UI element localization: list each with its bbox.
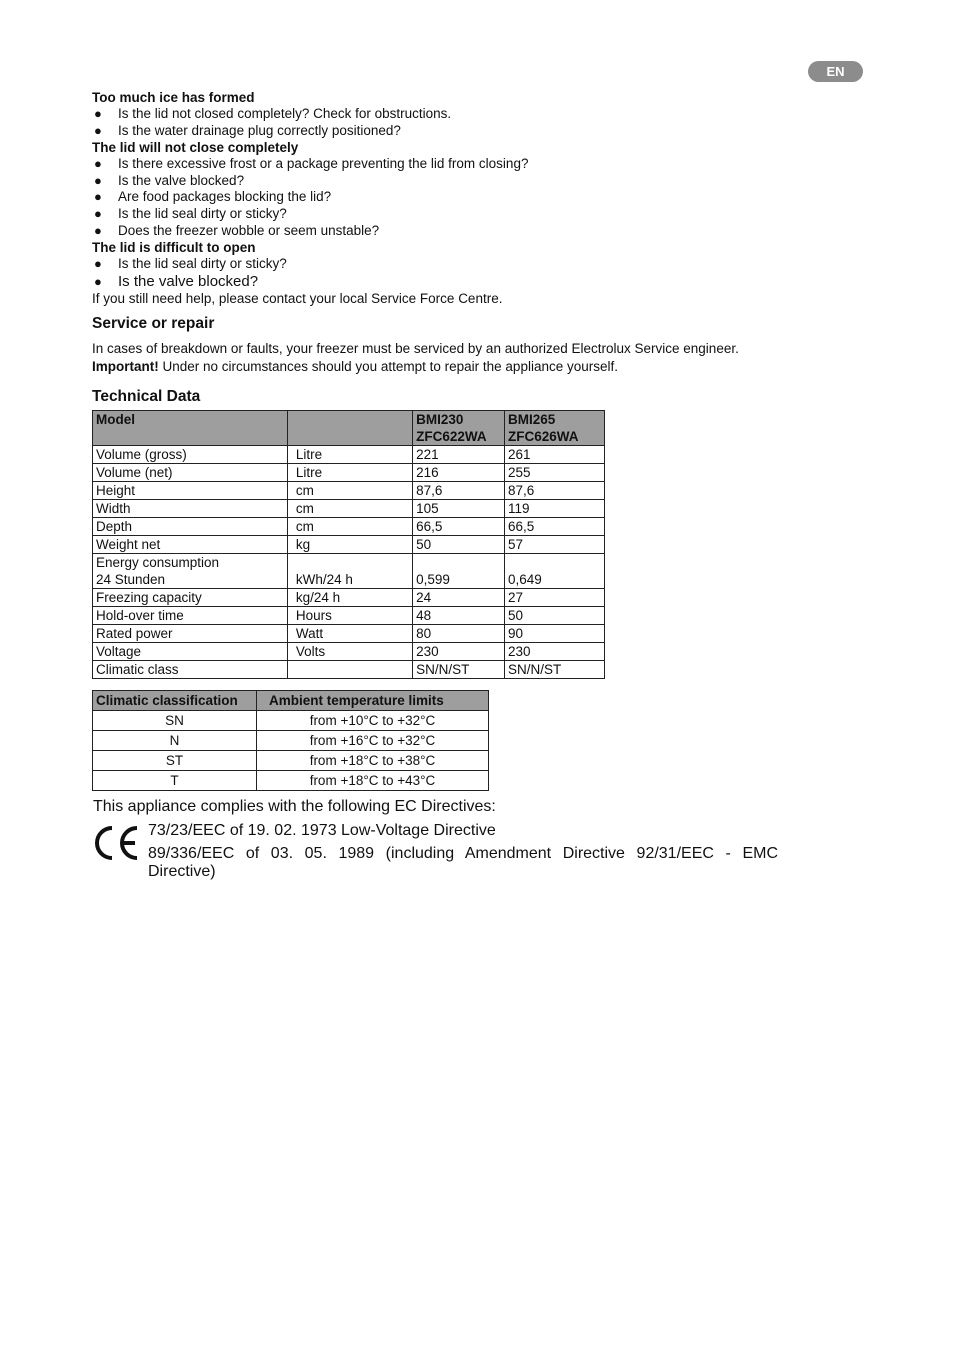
table-cell: Climatic class: [93, 661, 288, 679]
table-cell: Volume (gross): [93, 446, 288, 464]
table-cell: ST: [93, 751, 257, 771]
table-cell: from +18°C to +43°C: [257, 771, 489, 791]
technical-data-table: [92, 410, 605, 679]
table-cell: Watt: [287, 625, 412, 643]
table-row: [93, 554, 605, 589]
table-cell: 48: [413, 607, 505, 625]
list-item-text: Is the lid seal dirty or sticky?: [118, 205, 287, 221]
table-cell: Hold-over time: [93, 607, 288, 625]
list-item-text: Is the lid not closed completely? Check for obstructions.: [118, 106, 452, 121]
bullet-icon: ●: [94, 156, 102, 172]
lid-not-close-heading: The lid will not close completely: [92, 140, 299, 156]
table-row: [93, 711, 489, 731]
table-cell: Rated power: [93, 625, 288, 643]
climatic-class-header: Climatic classification: [93, 691, 257, 711]
list-item-text: Are food packages blocking the lid?: [118, 189, 332, 205]
table-cell: 87,6: [505, 482, 605, 500]
list-item: [92, 256, 812, 273]
table-cell: Hours: [287, 607, 412, 625]
table-cell: 230: [413, 643, 505, 661]
list-item-text: Does the freezer wobble or seem unstable?: [118, 222, 380, 238]
bullet-icon: ●: [94, 205, 102, 221]
model-header: Model: [93, 411, 288, 446]
list-item: [92, 173, 812, 190]
model-b-header: BMI265 ZFC626WA: [505, 411, 605, 446]
table-cell: N: [93, 731, 257, 751]
table-cell: from +16°C to +32°C: [257, 731, 489, 751]
important-note: [92, 358, 812, 376]
ice-formed-list: [92, 106, 812, 139]
table-cell: Volts: [287, 643, 412, 661]
table-row: [93, 518, 605, 536]
table-cell: 216: [413, 464, 505, 482]
ice-formed-heading: Too much ice has formed: [92, 90, 255, 105]
table-cell: kg: [287, 536, 412, 554]
table-header-row: [93, 691, 489, 711]
table-cell: 230: [505, 643, 605, 661]
table-row: [93, 536, 605, 554]
bullet-icon: ●: [94, 256, 102, 272]
model-a-header: BMI230 ZFC622WA: [413, 411, 505, 446]
table-cell: Depth: [93, 518, 288, 536]
table-cell: cm: [287, 518, 412, 536]
table-cell: 105: [413, 500, 505, 518]
table-row: [93, 731, 489, 751]
table-cell: Volume (net): [93, 464, 288, 482]
table-row: [93, 661, 605, 679]
table-cell: 24: [413, 589, 505, 607]
table-cell: 50: [505, 607, 605, 625]
table-cell: 66,5: [505, 518, 605, 536]
table-cell: 221: [413, 446, 505, 464]
table-cell: from +18°C to +38°C: [257, 751, 489, 771]
important-text: Under no circumstances should you attempt to repair the appliance yourself.: [158, 359, 618, 374]
directive-low-voltage: 73/23/EEC of 19. 02. 1973 Low-Voltage Directive: [148, 822, 496, 839]
list-item-text: Is there excessive frost or a package preventing the lid from closing?: [118, 156, 529, 172]
service-heading: Service or repair: [92, 315, 215, 332]
table-cell: Litre: [287, 446, 412, 464]
lid-not-close-list: [92, 156, 812, 239]
table-row: [93, 464, 605, 482]
table-cell: 50: [413, 536, 505, 554]
table-cell: [287, 661, 412, 679]
list-item-text: Is the valve blocked?: [118, 272, 259, 290]
ec-directives-intro: This appliance complies with the following EC Directives:: [93, 798, 496, 815]
table-cell: T: [93, 771, 257, 791]
table-cell: SN: [93, 711, 257, 731]
climatic-classification-table: [92, 690, 489, 791]
list-item: [92, 106, 812, 123]
table-cell: 261: [505, 446, 605, 464]
table-cell: 80: [413, 625, 505, 643]
list-item: [92, 123, 812, 140]
table-cell: Energy consumption 24 Stunden: [93, 554, 288, 589]
table-cell: from +10°C to +32°C: [257, 711, 489, 731]
list-item: [92, 206, 812, 223]
table-row: [93, 643, 605, 661]
list-item-text: Is the valve blocked?: [118, 172, 245, 188]
table-cell: Width: [93, 500, 288, 518]
table-row: [93, 625, 605, 643]
directive-emc: 89/336/EEC of 03. 05. 1989 (including Amendment Directive 92/31/EEC - EMC Directive): [148, 845, 778, 880]
bullet-icon: ●: [94, 106, 102, 121]
table-cell: kg/24 h: [287, 589, 412, 607]
table-cell: Litre: [287, 464, 412, 482]
table-row: [93, 500, 605, 518]
table-cell: 90: [505, 625, 605, 643]
list-item: [92, 223, 812, 240]
list-item-text: Is the water drainage plug correctly positioned?: [118, 122, 401, 138]
troubleshooting-section: [92, 89, 812, 307]
table-cell: Voltage: [93, 643, 288, 661]
table-cell: SN/N/ST: [413, 661, 505, 679]
help-note: If you still need help, please contact your local Service Force Centre.: [92, 290, 503, 306]
table-cell: 119: [505, 500, 605, 518]
ce-mark-icon: [92, 824, 140, 862]
bullet-icon: ●: [94, 172, 102, 188]
lid-difficult-heading: The lid is difficult to open: [92, 240, 256, 256]
bullet-icon: ●: [94, 222, 102, 238]
table-cell: cm: [287, 500, 412, 518]
list-item-text: Is the lid seal dirty or sticky?: [118, 256, 287, 272]
bullet-icon: ●: [94, 122, 102, 138]
table-cell: Freezing capacity: [93, 589, 288, 607]
lid-difficult-list: [92, 256, 812, 290]
table-row: [93, 607, 605, 625]
technical-data-heading: Technical Data: [92, 388, 201, 405]
list-item: [92, 189, 812, 206]
table-cell: 0,649: [505, 554, 605, 589]
language-badge: EN: [808, 61, 863, 82]
table-cell: 27: [505, 589, 605, 607]
important-label: Important!: [92, 359, 159, 374]
service-text: In cases of breakdown or faults, your freezer must be serviced by an authorized Electrolux Service engineer.: [92, 341, 739, 356]
table-cell: 57: [505, 536, 605, 554]
unit-header: [287, 411, 412, 446]
table-cell: cm: [287, 482, 412, 500]
table-row: [93, 589, 605, 607]
table-cell: Height: [93, 482, 288, 500]
table-cell: SN/N/ST: [505, 661, 605, 679]
table-cell: kWh/24 h: [287, 554, 412, 589]
table-row: [93, 446, 605, 464]
list-item: [92, 156, 812, 173]
bullet-icon: ●: [94, 273, 102, 289]
table-cell: Weight net: [93, 536, 288, 554]
list-item: [92, 273, 812, 290]
bullet-icon: ●: [94, 189, 102, 205]
table-row: [93, 482, 605, 500]
table-cell: 255: [505, 464, 605, 482]
ambient-temp-header: Ambient temperature limits: [257, 691, 489, 711]
table-row: [93, 751, 489, 771]
table-cell: 66,5: [413, 518, 505, 536]
table-header-row: [93, 411, 605, 446]
table-row: [93, 771, 489, 791]
table-cell: 87,6: [413, 482, 505, 500]
table-cell: 0,599: [413, 554, 505, 589]
